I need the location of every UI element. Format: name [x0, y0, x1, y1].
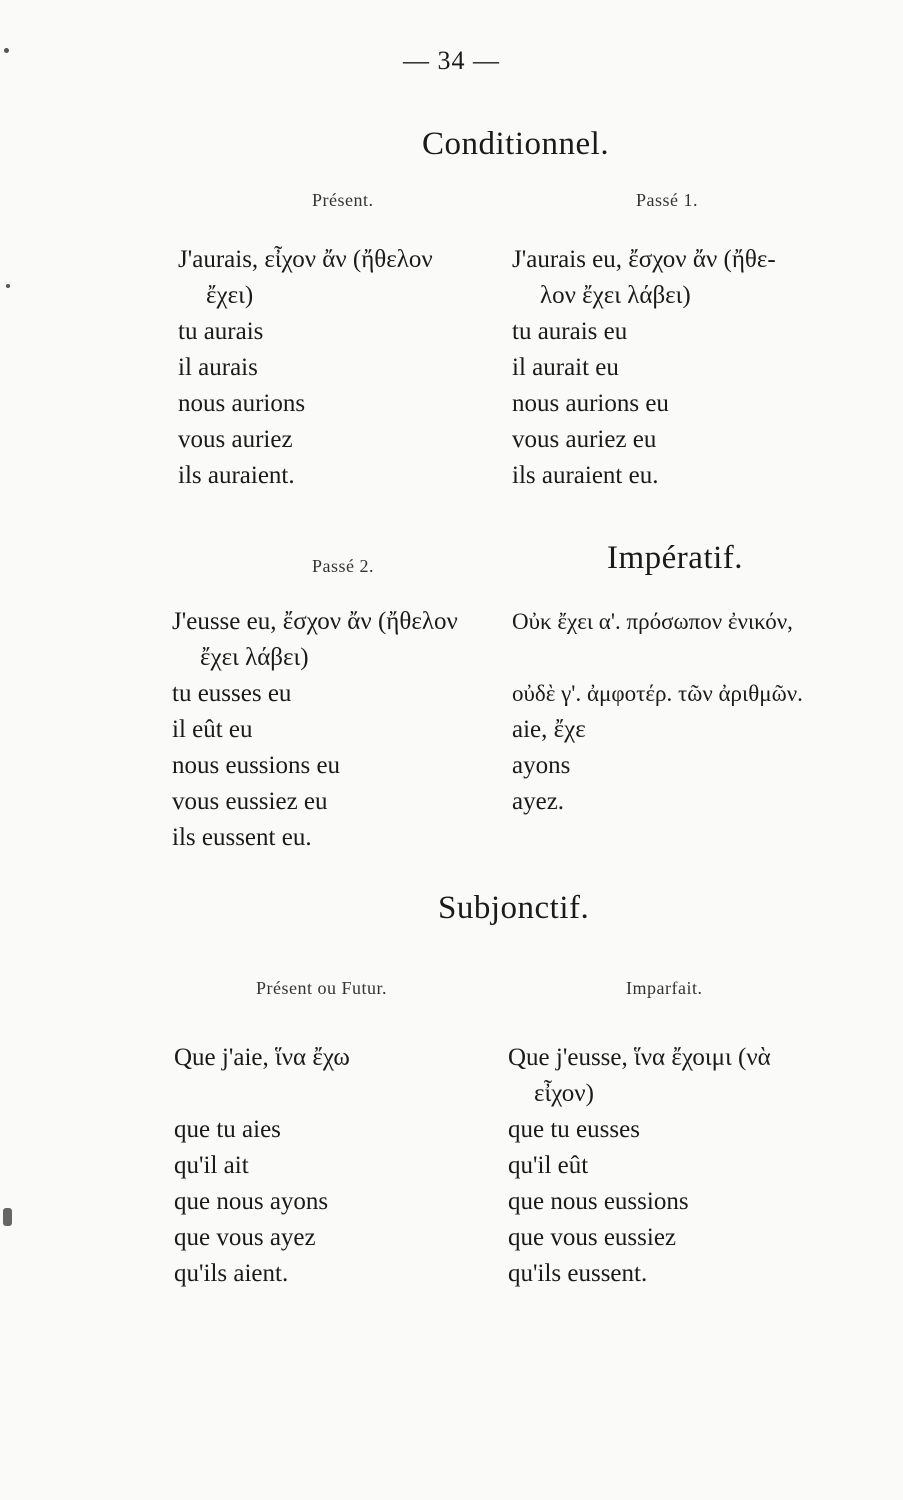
conjugation-line: que vous ayez: [174, 1224, 316, 1251]
conjugation-line: Que j'eusse, ἵνα ἔχοιμι (νὰ: [508, 1044, 771, 1071]
scan-speck: [4, 48, 9, 53]
conjugation-line: ayez.: [512, 788, 565, 815]
conjugation-line: que nous eussions: [508, 1188, 689, 1215]
conjugation-line: λον ἔχει λάβει): [540, 282, 691, 309]
present-label: Présent.: [312, 190, 374, 210]
subjonctif-heading: Subjonctif.: [438, 890, 590, 926]
conditionnel-heading: Conditionnel.: [422, 126, 610, 162]
conjugation-line: ἔχει λάβει): [200, 644, 309, 671]
conjugation-line: εἶχον): [534, 1080, 594, 1107]
conjugation-line: il eût eu: [172, 716, 253, 743]
conjugation-line: nous eussions eu: [172, 752, 341, 779]
imperatif-forms: [512, 712, 586, 820]
imperatif-heading: Impératif.: [607, 540, 744, 576]
conjugation-line: aie, ἔχε: [512, 716, 586, 743]
conjugation-line: que nous ayons: [174, 1188, 329, 1215]
conjugation-line: ils eussent eu.: [172, 824, 312, 851]
page-number: — 34 —: [403, 46, 500, 75]
passe2-label: Passé 2.: [312, 556, 374, 576]
conjugation-line: Que j'aie, ἵνα ἔχω: [174, 1044, 350, 1071]
imperatif-note-line-2: οὐδὲ γ'. ἀμφοτέρ. τῶν ἀριθμῶν.: [512, 681, 803, 706]
conjugation-line: qu'il ait: [174, 1152, 249, 1179]
conjugation-line: vous auriez eu: [512, 426, 657, 453]
conjugation-line: qu'il eût: [508, 1152, 589, 1179]
conjugation-line: nous aurions: [178, 390, 306, 417]
conjugation-line: que vous eussiez: [508, 1224, 677, 1251]
imparfait-label: Imparfait.: [626, 978, 703, 998]
subjonctif-imparfait-column: [508, 1040, 771, 1292]
spacer: [174, 1076, 350, 1112]
conjugation-line: vous eussiez eu: [172, 788, 328, 815]
scan-speck: [6, 284, 10, 288]
conjugation-line: ayons: [512, 752, 571, 779]
conjugation-line: que tu aies: [174, 1116, 281, 1143]
conjugation-line: J'eusse eu, ἔσχον ἄν (ἤθελον: [172, 608, 458, 635]
conjugation-line: il aurais: [178, 354, 258, 381]
subjonctif-present-column: [174, 1040, 350, 1292]
conjugation-line: J'aurais, εἶχον ἄν (ἤθελον: [178, 246, 433, 273]
conjugation-line: il aurait eu: [512, 354, 619, 381]
conjugation-line: J'aurais eu, ἔσχον ἄν (ἤθε-: [512, 246, 776, 273]
subjonctif-present-label: Présent ou Futur.: [256, 978, 388, 998]
conjugation-line: vous auriez: [178, 426, 293, 453]
conjugation-line: tu eusses eu: [172, 680, 292, 707]
passe1-label: Passé 1.: [636, 190, 698, 210]
conditionnel-passe2-column: [172, 604, 458, 856]
scan-speck: [3, 1208, 12, 1226]
conjugation-line: nous aurions eu: [512, 390, 669, 417]
conjugation-line: que tu eusses: [508, 1116, 640, 1143]
conjugation-line: tu aurais eu: [512, 318, 628, 345]
conjugation-line: qu'ils eussent.: [508, 1260, 648, 1287]
conjugation-line: tu aurais: [178, 318, 264, 345]
conjugation-line: ils auraient.: [178, 462, 295, 489]
conjugation-line: ἔχει): [206, 282, 254, 309]
imperatif-note-line-1: Οὐκ ἔχει α'. πρόσωπον ἐνικόν,: [512, 609, 793, 634]
conjugation-line: qu'ils aient.: [174, 1260, 289, 1287]
conditionnel-present-column: [178, 242, 433, 494]
conjugation-line: ils auraient eu.: [512, 462, 659, 489]
conditionnel-passe1-column: [512, 242, 776, 494]
